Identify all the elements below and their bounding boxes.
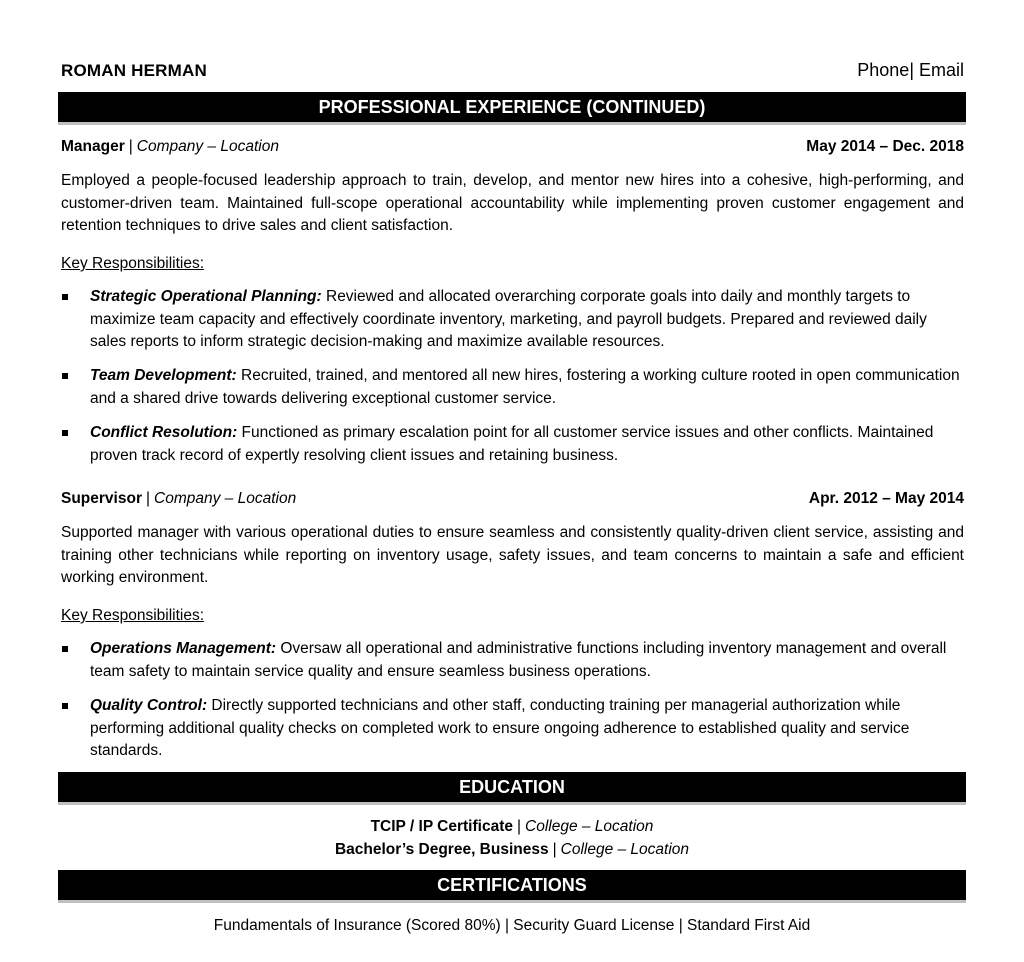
responsibility-title: Operations Management:: [90, 640, 277, 657]
job-title: Manager: [61, 138, 125, 155]
job-company: Company – Location: [136, 138, 279, 155]
bullet-square-icon: [62, 703, 68, 709]
responsibilities-label: Key Responsibilities:: [61, 607, 205, 624]
education-school: College – Location: [560, 841, 690, 858]
education-degree: TCIP / IP Certificate: [370, 818, 513, 835]
responsibility-title: Quality Control:: [90, 697, 208, 714]
section-header-education: EDUCATION: [58, 772, 966, 805]
job-separator: |: [145, 490, 151, 507]
candidate-name: ROMAN HERMAN: [61, 61, 207, 80]
responsibility-item: [61, 695, 964, 763]
job-heading: [61, 138, 279, 156]
education-entry: [58, 815, 966, 838]
education-separator: |: [552, 841, 557, 858]
education-separator: |: [516, 818, 522, 835]
responsibility-text: Functioned as primary escalation point for all customer service issues and other conflicts. Maintained proven track record of expertly resolving client issues and retaining business.: [90, 424, 934, 464]
job-company: Company – Location: [154, 490, 297, 507]
job-title: Supervisor: [61, 490, 142, 507]
job-dates: Apr. 2012 – May 2014: [808, 490, 964, 507]
responsibility-item: [61, 286, 964, 354]
responsibility-text: Oversaw all operational and administrative functions including inventory management and overall team safety to maintain service quality and ensure seamless business operations.: [90, 640, 947, 680]
responsibility-title: Strategic Operational Planning:: [90, 288, 322, 305]
responsibility-text: Directly supported technicians and other staff, conducting training per managerial authorization while performing additional quality checks on completed work to ensure ongoing adherence to established quality and service standards.: [90, 697, 910, 759]
education-degree: Bachelor’s Degree, Business: [334, 841, 549, 858]
certifications-list: Fundamentals of Insurance (Scored 80%) | Security Guard License | Standard First Aid: [213, 917, 811, 934]
job-separator: |: [128, 138, 133, 155]
responsibility-text: Recruited, trained, and mentored all new hires, fostering a working culture rooted in open communication and a shared drive towards delivering exceptional customer service.: [90, 367, 960, 407]
education-entry: [58, 838, 966, 861]
contact-info: Phone| Email: [857, 60, 964, 80]
section-header-certifications: CERTIFICATIONS: [58, 870, 966, 903]
bullet-square-icon: [62, 646, 68, 652]
job-summary: Supported manager with various operational duties to ensure seamless and consistently quality-driven client service, assisting and training other technicians while reporting on inventory usage, safety issues, and team concerns to maintain a safe and efficient working environment.: [61, 524, 964, 586]
bullet-square-icon: [62, 373, 68, 379]
responsibility-item: [61, 365, 964, 410]
bullet-square-icon: [62, 430, 68, 436]
section-header-experience: PROFESSIONAL EXPERIENCE (CONTINUED): [58, 92, 966, 125]
job-dates: May 2014 – Dec. 2018: [806, 138, 964, 155]
job-summary: Employed a people-focused leadership approach to train, develop, and mentor new hires into a cohesive, high-performing, and customer-driven team. Maintained full-scope operational accountability while implementing proven customer engagement and retention techniques to drive sales and client satisfaction.: [61, 172, 964, 234]
responsibility-item: [61, 422, 964, 467]
responsibility-text: Reviewed and allocated overarching corporate goals into daily and monthly targets to maximize team capacity and effectively coordinate inventory, marketing, and payroll budgets. Prepared and reviewed daily sales reports to inform strategic decision-making and maximize available resources.: [90, 288, 927, 350]
responsibility-item: [61, 638, 964, 683]
bullet-square-icon: [62, 294, 68, 300]
responsibilities-label: Key Responsibilities:: [61, 255, 205, 272]
responsibility-title: Team Development:: [90, 367, 237, 384]
responsibility-title: Conflict Resolution:: [90, 424, 238, 441]
education-school: College – Location: [525, 818, 654, 835]
job-heading: [61, 490, 296, 508]
